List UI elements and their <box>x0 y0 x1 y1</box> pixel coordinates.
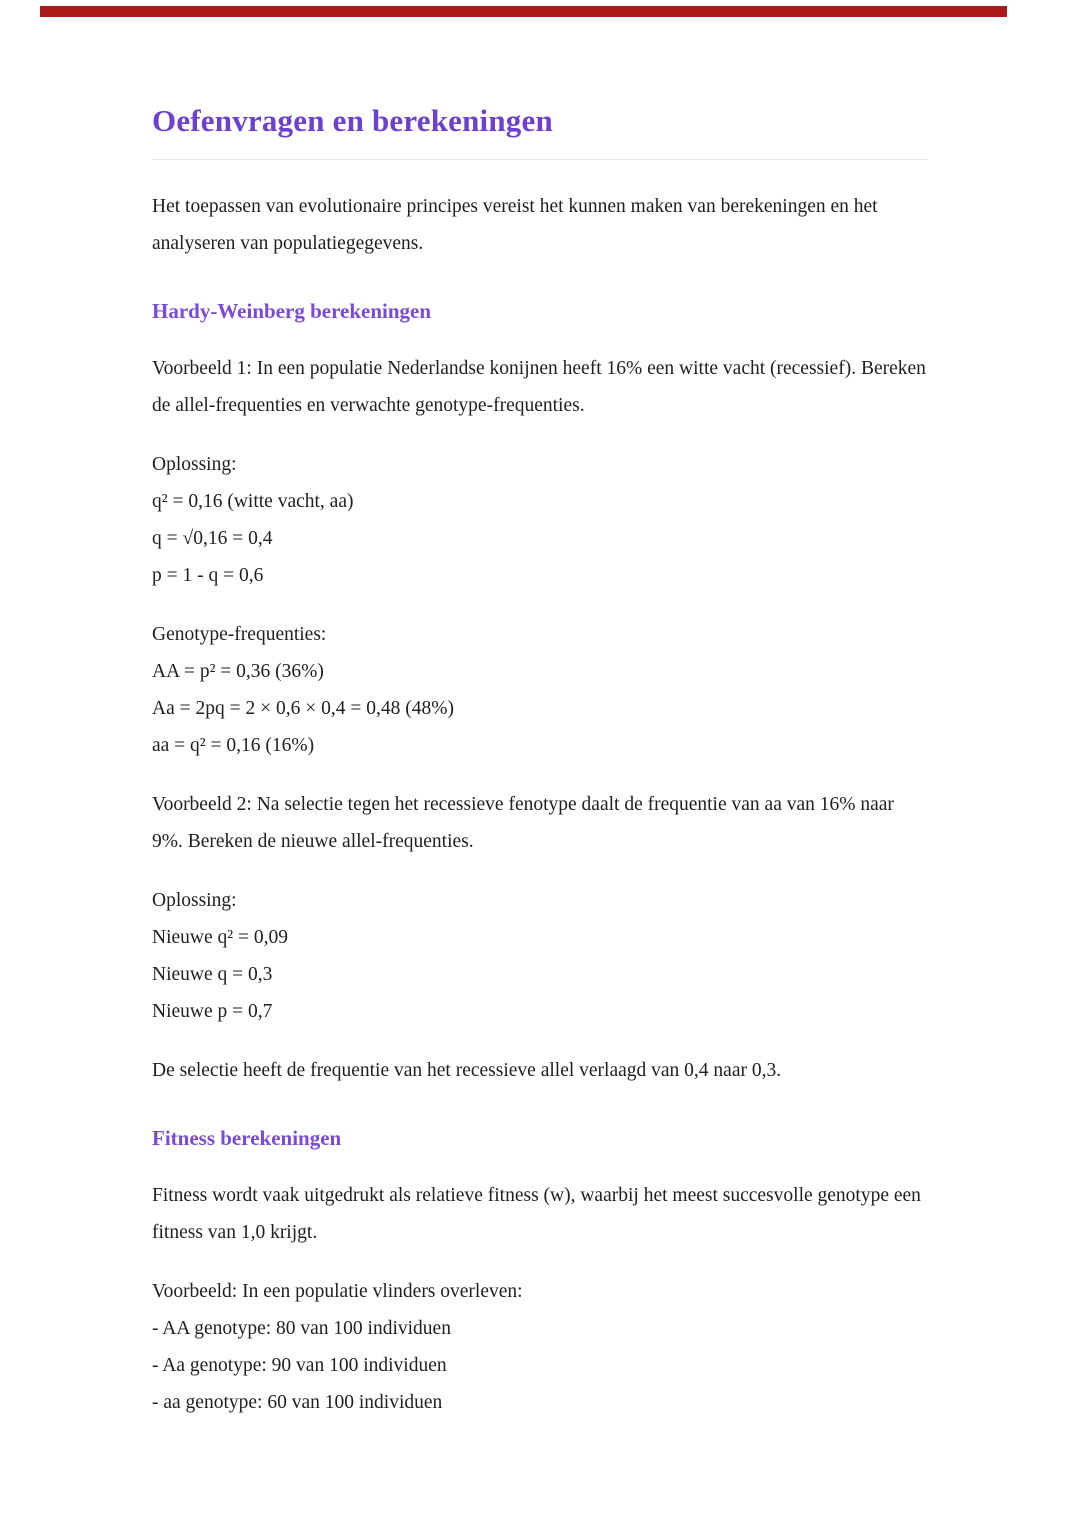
solution2-formula-q: Nieuwe q = 0,3 <box>152 964 273 985</box>
fitness-example-aa: - aa genotype: 60 van 100 individuen <box>152 1392 443 1413</box>
intro-paragraph: Het toepassen van evolutionaire principes vereist het kunnen maken van berekeningen en het analyseren van populatiegegevens. <box>152 196 878 254</box>
solution1-block <box>152 446 928 594</box>
fitness-description-paragraph: Fitness wordt vaak uitgedrukt als relatieve fitness (w), waarbij het meest succesvolle genotype een fitness van 1,0 krijgt. <box>152 1185 921 1243</box>
genotype-label: Genotype-frequenties: <box>152 624 327 645</box>
solution1-formula-p: p = 1 - q = 0,6 <box>152 565 264 586</box>
fitness-example-Aa: - Aa genotype: 90 van 100 individuen <box>152 1355 447 1376</box>
genotype-frequencies-block <box>152 616 928 764</box>
top-accent-bar <box>40 6 1007 17</box>
solution2-formula-q2: Nieuwe q² = 0,09 <box>152 927 288 948</box>
solution1-formula-q2: q² = 0,16 (witte vacht, aa) <box>152 491 354 512</box>
genotype-formula-Aa: Aa = 2pq = 2 × 0,6 × 0,4 = 0,48 (48%) <box>152 698 454 719</box>
example2-paragraph: Voorbeeld 2: Na selectie tegen het recessieve fenotype daalt de frequentie van aa van 16% naar 9%. Bereken de nieuwe allel-frequenties. <box>152 794 894 852</box>
solution2-formula-p: Nieuwe p = 0,7 <box>152 1001 273 1022</box>
section-heading-hardy-weinberg: Hardy-Weinberg berekeningen <box>152 299 432 323</box>
example1-paragraph: Voorbeeld 1: In een populatie Nederlandse konijnen heeft 16% een witte vacht (recessief). Bereken de allel-frequenties en verwachte genotype-frequenties. <box>152 358 926 416</box>
fitness-example-AA: - AA genotype: 80 van 100 individuen <box>152 1318 451 1339</box>
title-divider <box>152 159 928 160</box>
selection-conclusion-paragraph: De selectie heeft de frequentie van het recessieve allel verlaagd van 0,4 naar 0,3. <box>152 1060 782 1081</box>
solution2-block <box>152 882 928 1030</box>
genotype-formula-AA: AA = p² = 0,36 (36%) <box>152 661 324 682</box>
page-title: Oefenvragen en berekeningen <box>152 103 553 138</box>
section-heading-fitness: Fitness berekeningen <box>152 1126 342 1150</box>
solution2-label: Oplossing: <box>152 890 237 911</box>
fitness-example-label: Voorbeeld: In een populatie vlinders overleven: <box>152 1281 523 1302</box>
solution1-label: Oplossing: <box>152 454 237 475</box>
genotype-formula-aa: aa = q² = 0,16 (16%) <box>152 735 315 756</box>
fitness-example-block <box>152 1273 928 1421</box>
solution1-formula-q: q = √0,16 = 0,4 <box>152 528 273 549</box>
